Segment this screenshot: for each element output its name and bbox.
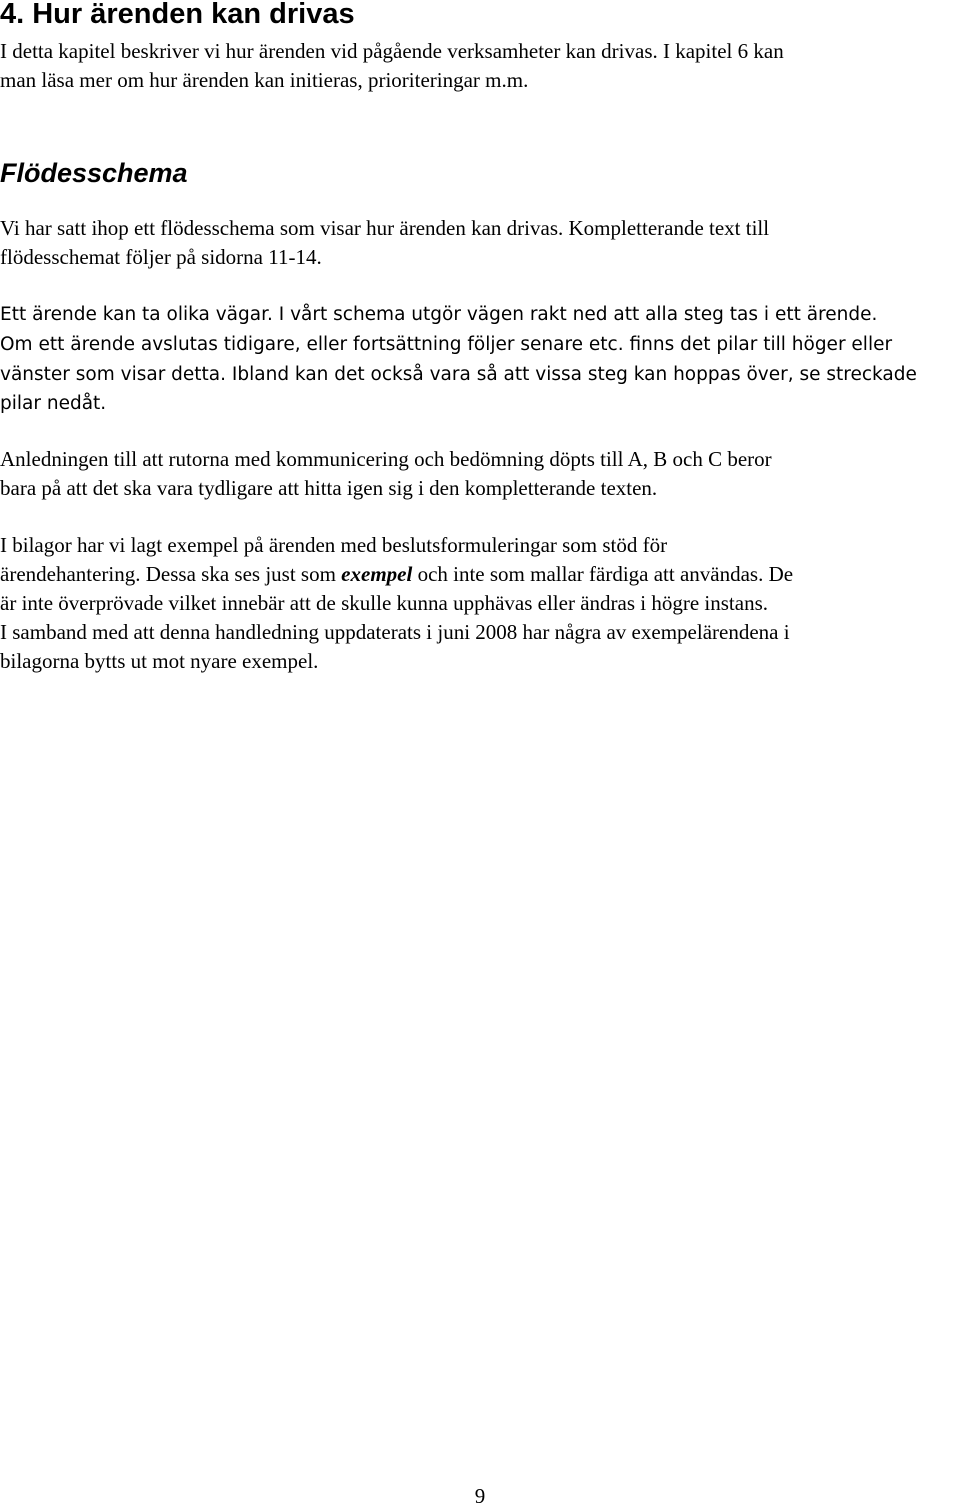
text-line: bara på att det ska vara tydligare att hitta igen sig i den kompletterande texten. (0, 476, 658, 500)
text-line (0, 560, 960, 589)
text-line: I detta kapitel beskriver vi hur ärenden vid pågående verksamheter kan drivas. I kapitel 6 kan (0, 39, 784, 63)
text-span: Om ett ärende avslutas tidigare, eller fortsättning följer senare etc. (0, 334, 624, 355)
text-span: I vårt schema utgör vägen rakt ned att alla steg tas i ett ärende. (272, 304, 878, 325)
chapter-intro (0, 37, 960, 95)
text-line: är inte överprövade vilket innebär att de skulle kunna upphävas eller ändras i högre instans. (0, 591, 768, 615)
text-span: Ibland kan det också vara så att vissa steg kan hoppas över, se streckade (226, 364, 917, 385)
text-line: flödesschemat följer på sidorna 11-14. (0, 245, 322, 269)
text-line: Vi har satt ihop ett flödesschema som visar hur ärenden kan drivas. Kompletterande text till (0, 216, 770, 240)
emphasis-exempel: exempel (341, 562, 413, 586)
page-number: 9 (474, 1484, 486, 1508)
section-title: Flödesschema (0, 158, 188, 188)
section-paragraph-2 (0, 299, 960, 418)
text-line (0, 359, 960, 389)
text-line: I bilagor har vi lagt exempel på ärenden med beslutsformuleringar som stöd för (0, 533, 668, 557)
text-line: pilar nedåt. (0, 393, 107, 414)
section-paragraph-3 (0, 445, 960, 503)
chapter-title: 4. Hur ärenden kan drivas (0, 0, 355, 30)
text-span: vänster som visar detta. (0, 364, 227, 385)
text-line: man läsa mer om hur ärenden kan initieras, prioriteringar m.m. (0, 68, 529, 92)
text-line: I samband med att denna handledning uppdaterats i juni 2008 har några av exempelärendena i (0, 620, 790, 644)
text-line: Anledningen till att rutorna med kommunicering och bedömning döpts till A, B och C beror (0, 447, 772, 471)
text-line (0, 329, 960, 359)
text-span: och inte som mallar färdiga att användas. De (412, 562, 794, 586)
text-span: Ett ärende kan ta olika vägar. (0, 304, 273, 325)
text-span: ärendehantering. Dessa ska ses just som (0, 562, 342, 586)
text-span: finns det pilar till höger eller (623, 334, 893, 355)
text-line (0, 299, 960, 329)
text-line: bilagorna bytts ut mot nyare exempel. (0, 649, 319, 673)
section-paragraph-1 (0, 214, 960, 272)
section-paragraph-4 (0, 531, 960, 676)
